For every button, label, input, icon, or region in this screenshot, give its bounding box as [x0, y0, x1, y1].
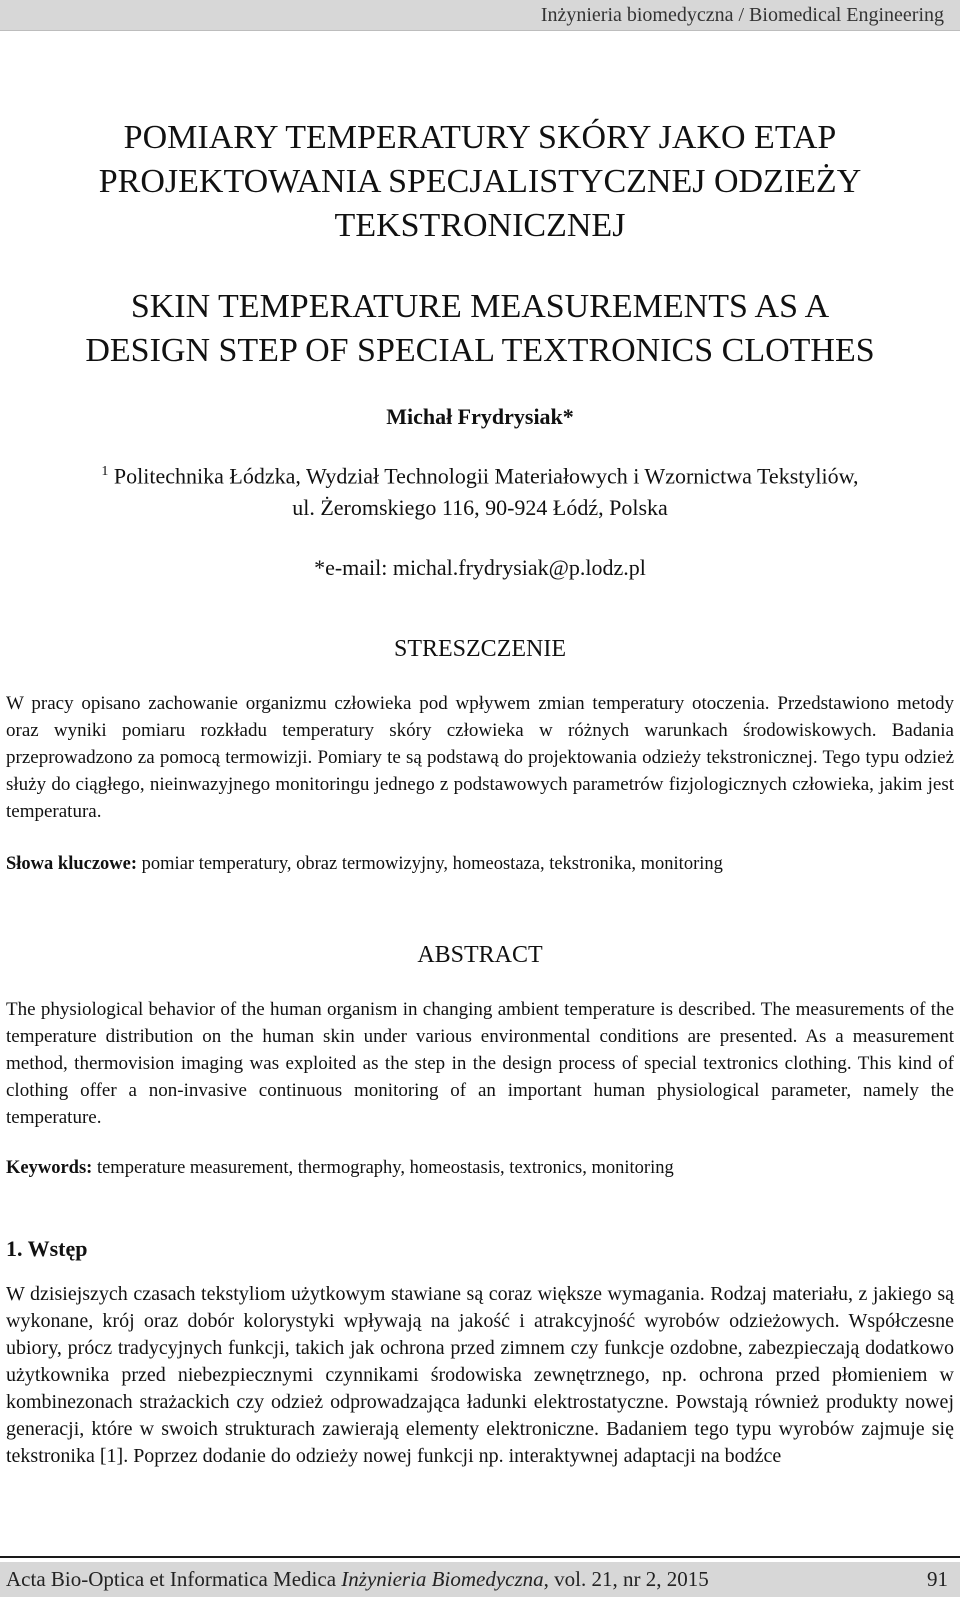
affiliation-marker: 1: [101, 464, 109, 479]
streszczenie-heading: STRESZCZENIE: [394, 636, 566, 662]
title-block: [0, 116, 960, 373]
keywords-english-text: temperature measurement, thermography, homeostasis, textronics, monitoring: [92, 1158, 674, 1178]
author-email: *e-mail: michal.frydrysiak@p.lodz.pl: [314, 555, 646, 580]
footer-rule: [0, 1556, 960, 1558]
keywords-polish-text: pomiar temperatury, obraz termowizyjny, homeostaza, tekstronika, monitoring: [137, 854, 723, 874]
abstract-heading: ABSTRACT: [417, 942, 543, 968]
affiliation-line-1: [0, 456, 960, 492]
footer-journal: Acta Bio-Optica et Informatica Medica: [6, 1567, 342, 1591]
page-number: 91: [927, 1567, 948, 1591]
title-polish: [0, 116, 960, 248]
title-english-line: DESIGN STEP OF SPECIAL TEXTRONICS CLOTHES: [85, 332, 875, 369]
running-footer: [0, 1562, 960, 1597]
title-english-line: SKIN TEMPERATURE MEASUREMENTS AS A: [130, 288, 830, 325]
footer-citation: [6, 1567, 709, 1592]
abstract-text: The physiological behavior of the human organism in changing ambient temperature is described. The measurements of the temperature distribution on the human skin under various environmental conditions are presented. As a measurement method, thermovision imaging was exploited as the step in the design process of special textronics clothing. This kind of clothing offer a non-invasive continuous monitoring of an important human physiological parameter, namely the temperature.: [6, 999, 954, 1128]
keywords-polish: [6, 854, 954, 875]
keywords-english: [6, 1158, 954, 1179]
affiliation-text-1: Politechnika Łódzka, Wydział Technologii Materiałowych i Wzornictwa Tekstyliów,: [113, 463, 859, 489]
streszczenie-text: W pracy opisano zachowanie organizmu człowieka pod wpływem zmian temperatury otoczenia. Przedstawiono metody oraz wyniki pomiaru rozkładu temperatury skóry człowieka w różnych warunkach środowiskowych. Badania przeprowadzono za pomocą termowizji. Pomiary te są podstawą do projektowania odzieży tekstronicznej. Tego typu odzież służy do ciągłego, nieinwazyjnego monitoringu jednego z podstawowych parametrów fizjologicznych człowieka, jakim jest temperatura.: [6, 693, 954, 822]
intro-text: W dzisiejszych czasach tekstyliom użytkowym stawiane są coraz większe wymagania. Rodzaj materiału, z jakiego są wykonane, krój oraz dobór kolorystyki wpływają na jakość i atrakcyjność wyrobów odzieżowych. Współczesne ubiory, prócz tradycyjnych funkcji, takich jak ochrona przed zimnem czy funkcje ozdobne, zabezpieczają dodatkowo użytkownika przed niebezpiecznymi czynnikami środowiska zewnętrznego, np. ochrona przed płomieniem w kombinezonach strażackich czy odzież odprowadzająca ładunki elektrostatyczne. Powstają również produkty nowej generacji, które w swoich strukturach zawierają elementy elektroniczne. Badaniem tego typu wyrobów zajmuje się tekstronika [1]. Poprzez dodanie do odzieży nowej funkcji np. interaktywnej adaptacji na bodźce: [6, 1283, 954, 1467]
title-english: [0, 285, 960, 373]
intro-heading: 1. Wstęp: [6, 1236, 88, 1261]
affiliation: [0, 456, 960, 524]
title-polish-line: POMIARY TEMPERATURY SKÓRY JAKO ETAP: [123, 119, 837, 156]
keywords-english-label: Keywords:: [6, 1158, 93, 1178]
affiliation-text-2: ul. Żeromskiego 116, 90-924 Łódź, Polska: [292, 495, 668, 521]
author-name: Michał Frydrysiak*: [386, 404, 574, 429]
running-header: [0, 0, 960, 31]
title-polish-line: TEKSTRONICZNEJ: [334, 207, 626, 244]
keywords-polish-label: Słowa kluczowe:: [6, 854, 138, 874]
footer-journal-italic: Inżynieria Biomedyczna: [341, 1567, 544, 1591]
footer-volume: , vol. 21, nr 2, 2015: [543, 1567, 709, 1591]
running-header-text: Inżynieria biomedyczna / Biomedical Engineering: [540, 4, 944, 26]
title-polish-line: PROJEKTOWANIA SPECJALISTYCZNEJ ODZIEŻY: [98, 163, 862, 200]
